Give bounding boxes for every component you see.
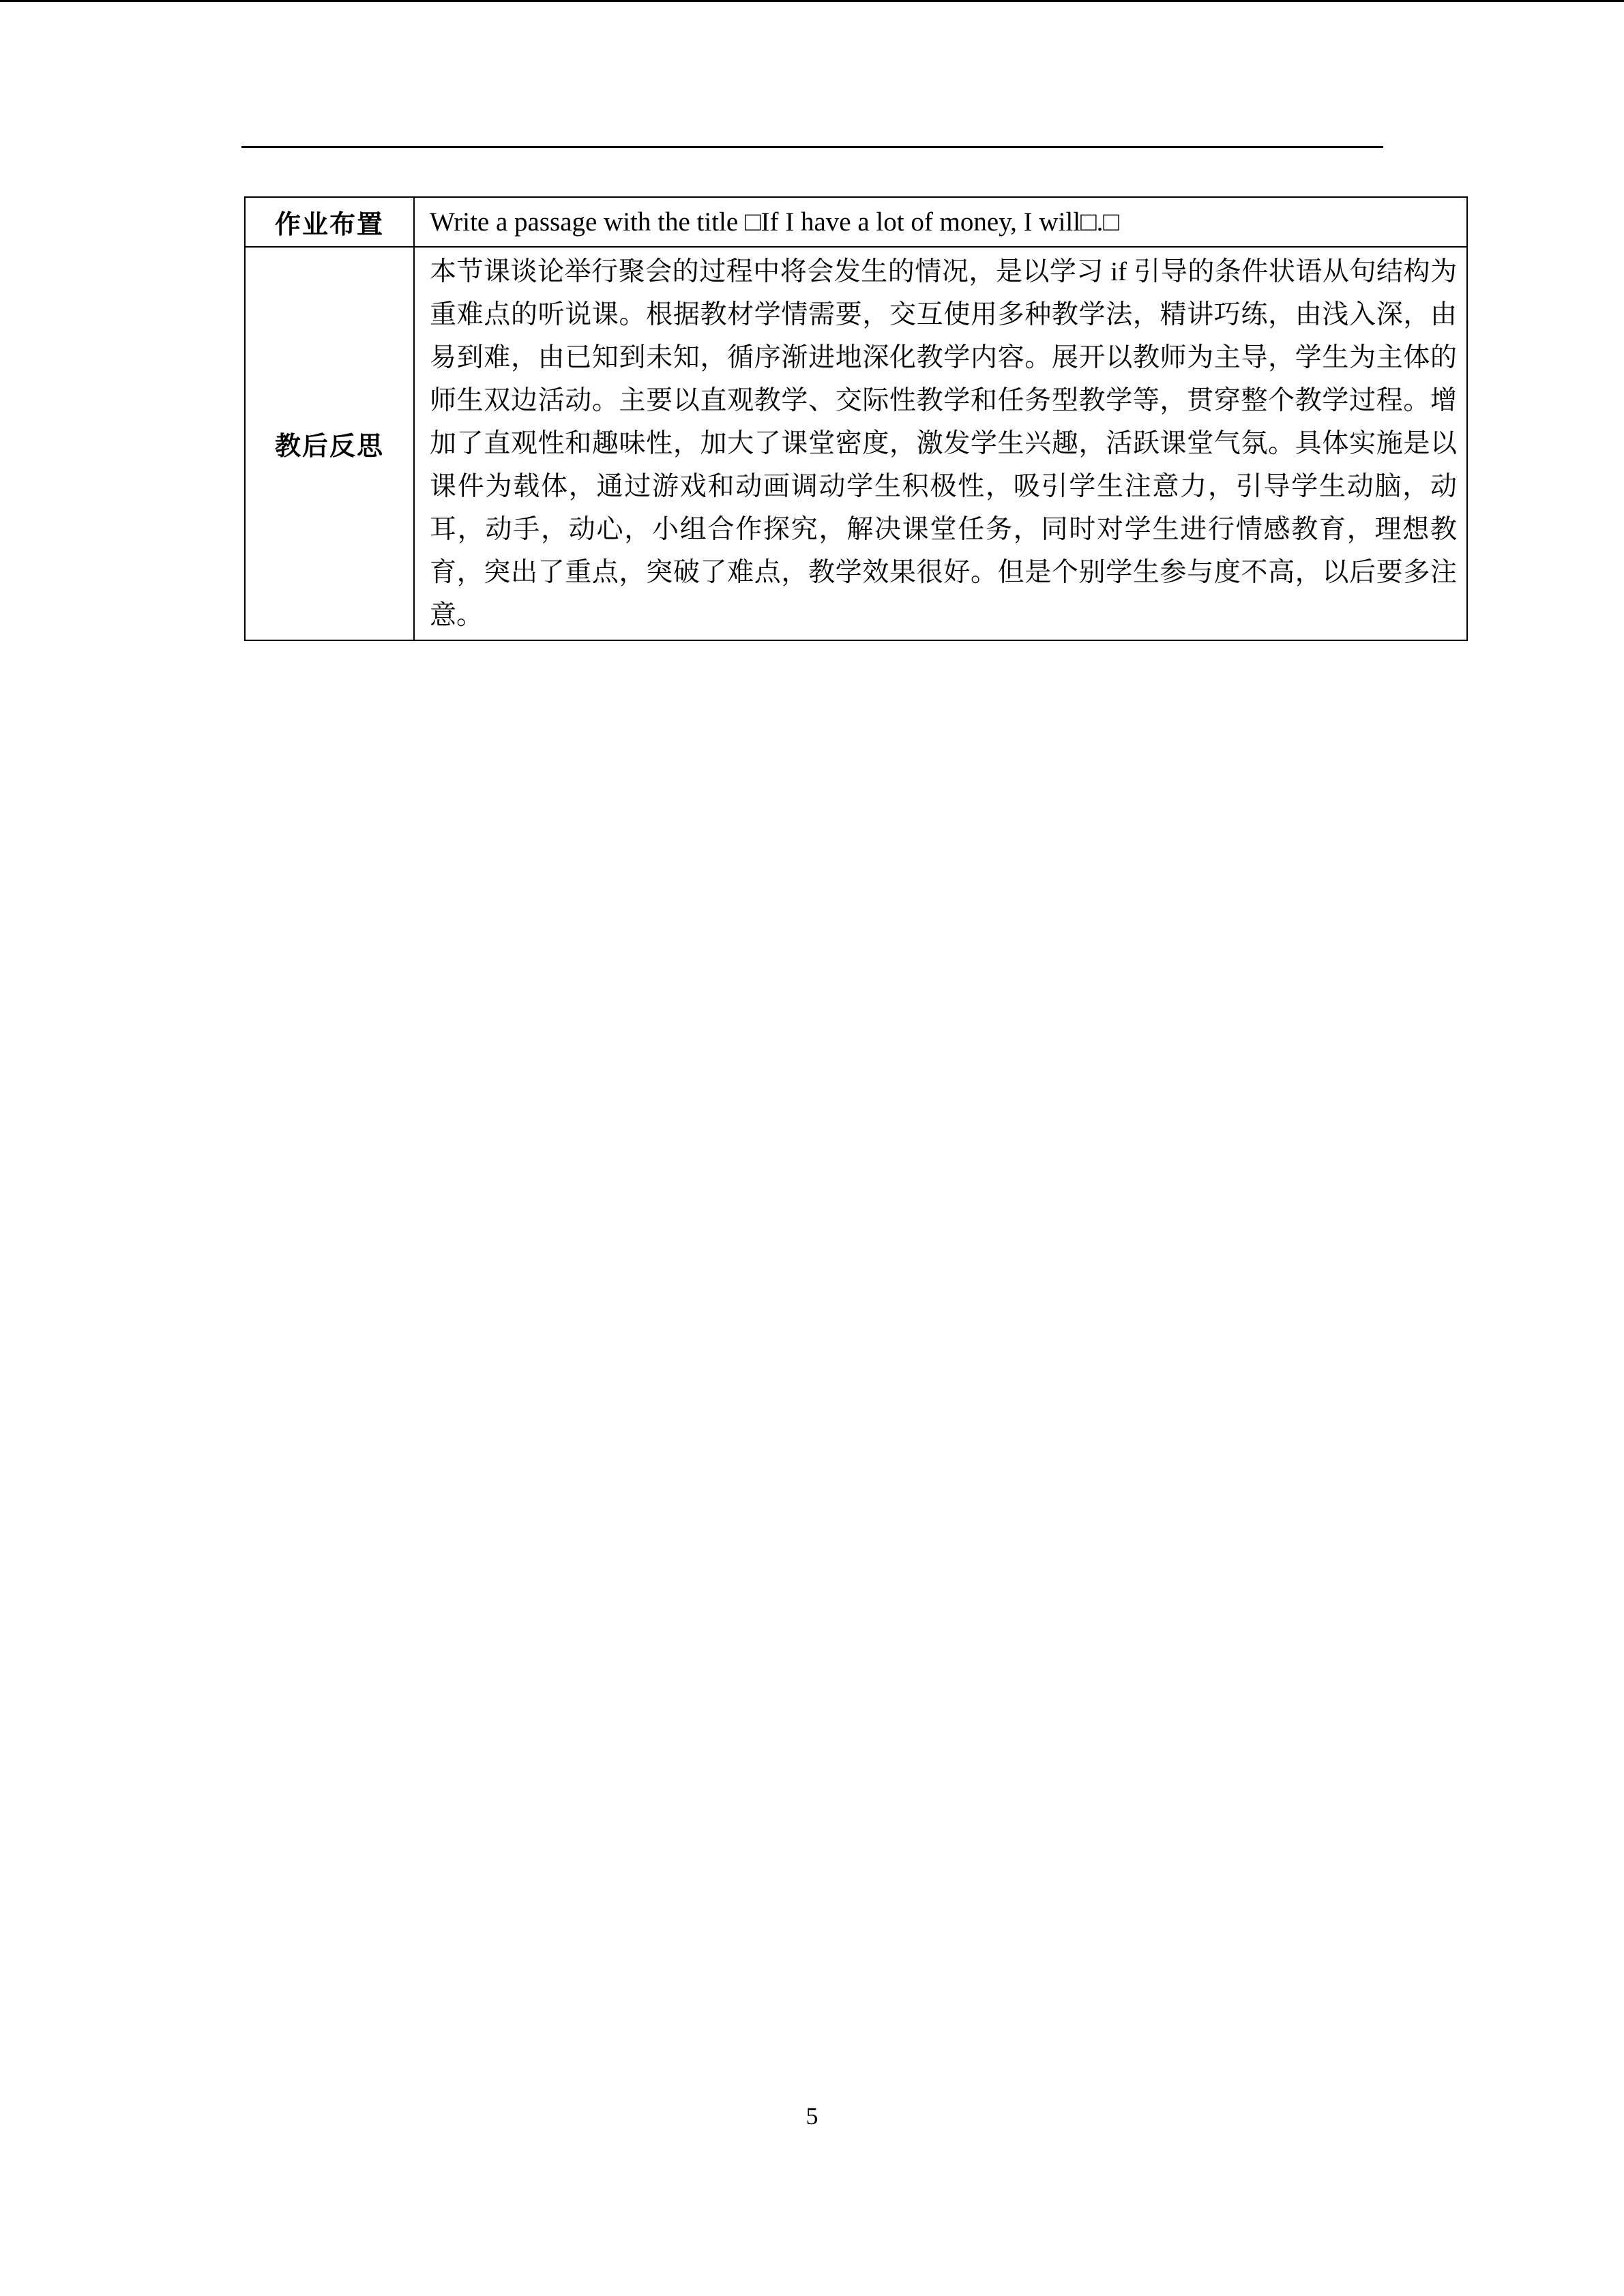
homework-content: Write a passage with the title □If I have a lot of money, I will□.□	[414, 197, 1467, 247]
header-rule	[241, 146, 1383, 148]
table-row-reflection	[245, 247, 1467, 640]
homework-label: 作业布置	[245, 197, 414, 247]
reflection-label: 教后反思	[245, 247, 414, 640]
table-row-homework	[245, 197, 1467, 247]
lesson-plan-table	[244, 196, 1468, 641]
reflection-cell	[414, 247, 1467, 640]
page-number: 5	[806, 2102, 818, 2130]
page-top-border	[0, 0, 1624, 2]
reflection-content: 本节课谈论举行聚会的过程中将会发生的情况，是以学习 if 引导的条件状语从句结构为重难点的听说课。根据教材学情需要，交互使用多种教学法，精讲巧练，由浅入深，由易到难，由已知到未知，循序渐进地深化教学内容。展开以教师为主导，学生为主体的师生双边活动。主要以直观教学、交际性教学和任务型教学等，贯穿整个教学过程。增加了直观性和趣味性，加大了课堂密度，激发学生兴趣，活跃课堂气氛。具体实施是以课件为载体，通过游戏和动画调动学生积极性，吸引学生注意力，引导学生动脑，动耳，动手，动心，小组合作探究，解决课堂任务，同时对学生进行情感教育，理想教育，突出了重点，突破了难点，教学效果很好。但是个别学生参与度不高，以后要多注意。	[430, 257, 1457, 630]
